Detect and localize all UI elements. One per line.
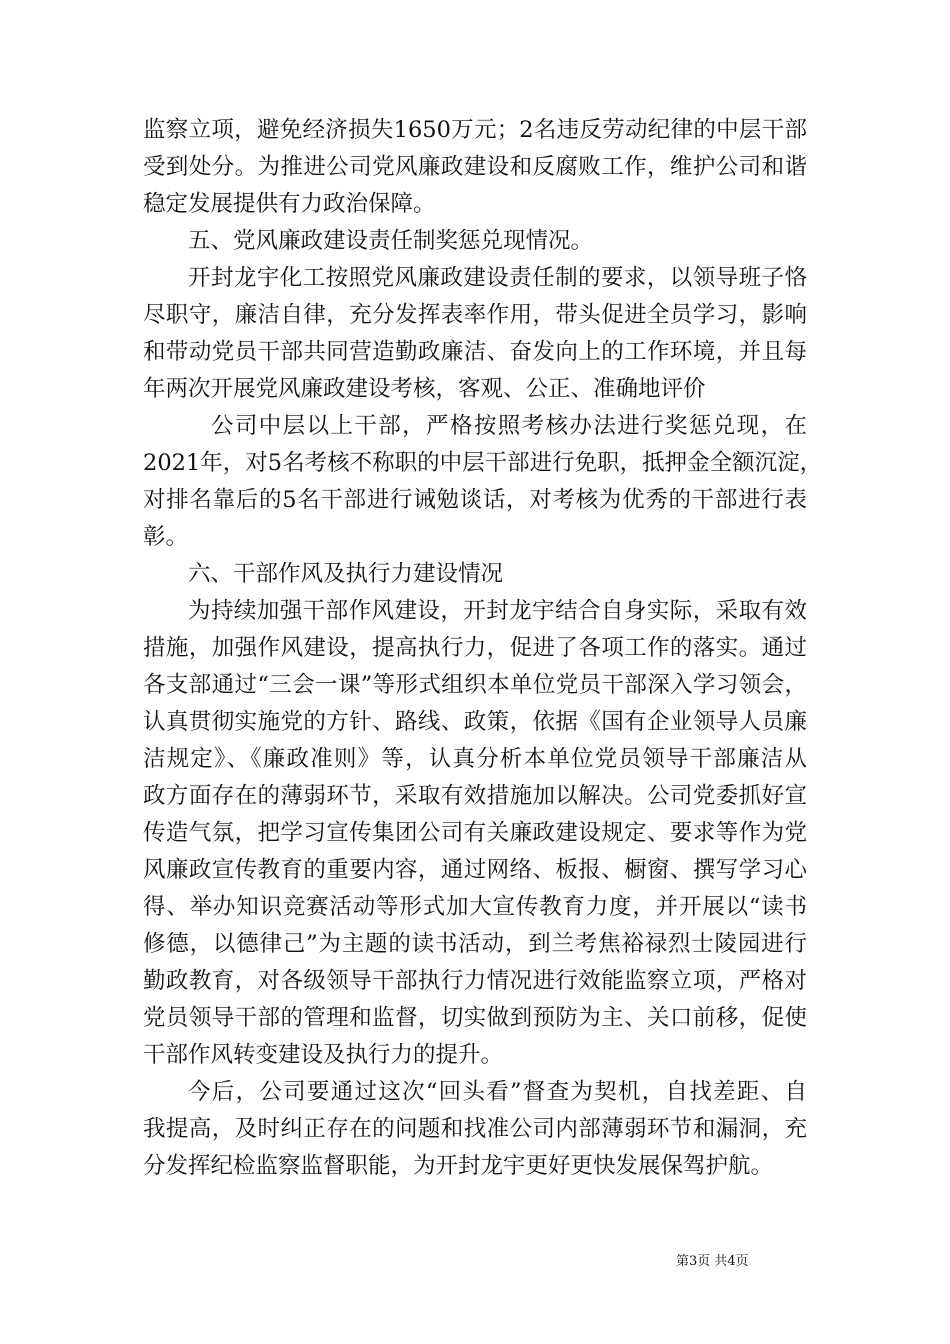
text-line: 分发挥纪检监察监督职能，为开封龙宇更好更快发展保驾护航。 <box>143 1153 774 1179</box>
text-line: 认真贯彻实施党的方针、路线、政策，依据《国有企业领导人员廉 <box>143 709 807 735</box>
text-line: 五、党风廉政建设责任制奖惩兑现情况。 <box>188 228 594 254</box>
text-line: 得、举办知识竞赛活动等形式加大宣传教育力度，并开展以“读书 <box>143 894 807 920</box>
page-number: 第3页 共4页 <box>676 1254 749 1269</box>
text-line: 为持续加强干部作风建设，开封龙宇结合自身实际，采取有效 <box>188 598 807 624</box>
text-line: 勤政教育，对各级领导干部执行力情况进行效能监察立项，严格对 <box>143 968 807 994</box>
text-line: 修德，以德律己”为主题的读书活动，到兰考焦裕禄烈士陵园进行 <box>143 931 807 957</box>
text-line: 政方面存在的薄弱环节，采取有效措施加以解决。公司党委抓好宣 <box>143 783 807 809</box>
text-line: 彰。 <box>143 524 189 550</box>
text-line: 稳定发展提供有力政治保障。 <box>143 191 436 217</box>
text-line: 我提高，及时纠正存在的问题和找准公司内部薄弱环节和漏洞，充 <box>143 1116 807 1142</box>
text-line: 2021年，对5名考核不称职的中层干部进行免职，抵押金全额沉淀， <box>143 450 823 476</box>
text-line: 年两次开展党风廉政建设考核，客观、公正、准确地评价 <box>143 376 706 402</box>
text-line: 公司中层以上干部，严格按照考核办法进行奖惩兑现，在 <box>211 413 807 439</box>
text-line: 今后，公司要通过这次“回头看”督查为契机，自找差距、自 <box>188 1079 807 1105</box>
text-line: 风廉政宣传教育的重要内容，通过网络、板报、橱窗、撰写学习心 <box>143 857 807 883</box>
text-line: 对排名靠后的5名干部进行诫勉谈话，对考核为优秀的干部进行表 <box>143 487 807 513</box>
text-line: 干部作风转变建设及执行力的提升。 <box>143 1042 504 1068</box>
text-line: 开封龙宇化工按照党风廉政建设责任制的要求，以领导班子恪 <box>188 265 807 291</box>
text-line: 六、干部作风及执行力建设情况 <box>188 561 504 587</box>
text-line: 受到处分。为推进公司党风廉政建设和反腐败工作，维护公司和谐 <box>143 154 807 180</box>
text-line: 各支部通过“三会一课”等形式组织本单位党员干部深入学习领会， <box>143 672 807 698</box>
text-line: 尽职守，廉洁自律，充分发挥表率作用，带头促进全员学习，影响 <box>143 302 807 328</box>
text-line: 党员领导干部的管理和监督，切实做到预防为主、关口前移，促使 <box>143 1005 807 1031</box>
text-line: 洁规定》、《廉政准则》等，认真分析本单位党员领导干部廉洁从 <box>143 746 807 772</box>
text-line: 传造气氛，把学习宣传集团公司有关廉政建设规定、要求等作为党 <box>143 820 807 846</box>
document-body <box>143 112 823 1185</box>
text-line: 和带动党员干部共同营造勤政廉洁、奋发向上的工作环境，并且每 <box>143 339 807 365</box>
text-line: 监察立项，避免经济损失1650万元；2名违反劳动纪律的中层干部 <box>143 117 807 143</box>
text-line: 措施，加强作风建设，提高执行力，促进了各项工作的落实。通过 <box>143 635 807 661</box>
